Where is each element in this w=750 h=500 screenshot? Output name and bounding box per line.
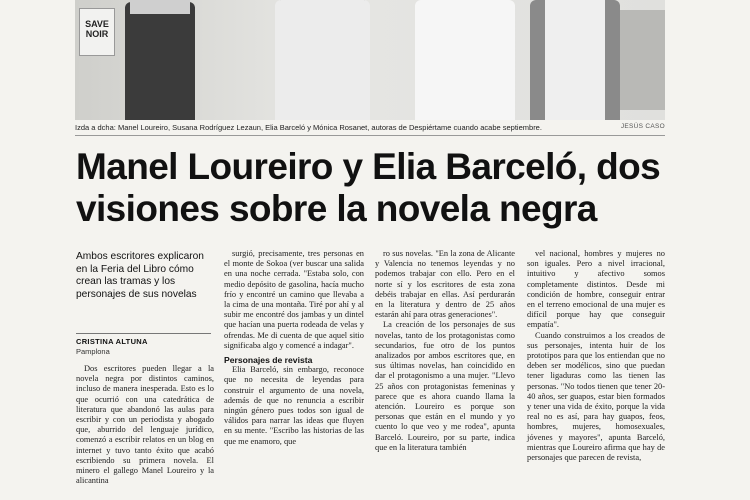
photo-credit: JESÚS CASO (620, 123, 665, 130)
caption-divider (75, 135, 665, 136)
headline: Manel Loureiro y Elia Barceló, dos visiones sobre la novela negra (76, 146, 661, 229)
paragraph: surgió, precisamente, tres personas en el monte de Sokoa (ver buscar una salida en una noche cerrada. "Estaba solo, con medio depósito de gasolina, hacía mucho frío y encontré un camino que llevaba a la cima de una montaña. Tiré por ahí y al subir me encontré dos jambas y un dintel que hacían una puerta rodeada de velas y ofrendas. Me di cuenta de que aquel sitio significaba algo y comencé a indagar". (224, 249, 364, 350)
person-figure-3 (415, 0, 515, 120)
person-figure-2 (275, 0, 370, 120)
photo-caption-text: Izda a dcha: Manel Loureiro, Susana Rodríguez Lezaun, Elia Barceló y Mónica Rosanet, autoras de Despiértame cuando acabe septiembre. (75, 123, 542, 132)
background-poster (620, 10, 665, 110)
subheadline: Ambos escritores explicaron en la Feria del Libro cómo crean las tramas y los personajes de sus novelas (76, 251, 204, 300)
photo-caption (75, 123, 665, 132)
person-figure-1 (125, 2, 195, 120)
photo-sign: SAVE NOIR (79, 8, 115, 56)
section-heading: Personajes de revista (224, 355, 313, 366)
paragraph: Dos escritores pueden llegar a la novela negra por distintos caminos, incluso de manera inesperada. Esto es lo que ocurrió con una catedrática de literatura que abandonó las aulas para escribir y con un periodista y abogado que, aburrido del lenguaje jurídico, comenzó a escribir relatos en un blog en internet y tuvo tanto éxito que acabó escribiendo su primera novela. El minero el gallego Manel Loureiro y la alicantina (76, 364, 214, 486)
person-figure-4-dress (545, 0, 605, 120)
article-column-4 (527, 249, 665, 463)
author-name: CRISTINA ALTUNA (76, 337, 148, 346)
paragraph: ro sus novelas. "En la zona de Alicante y Valencia no tenemos leyendas y no podemos trabajar con ello. Pero en el norte sí y los escritores de esta zona debéis trabajar en ellas. Así perdurarán en la literatura y dentro de 25 años estarán ahí para otras generaciones". (375, 249, 515, 320)
article-column-3 (375, 249, 515, 453)
article-column-2 (224, 249, 364, 447)
person-figure-1-shirt (130, 0, 190, 14)
dateline-place: Pamplona (76, 347, 110, 356)
paragraph: Cuando construimos a los creados de sus personajes, intenta huir de los prototipos para que los entiendan que no deben ser modélicos, sino que puedan tener ligaduras como las tienen las personas. "No todos tienen que tener 20-40 años, ser guapos, estar bien formados y tener una vida de éxito, porque la vida real no es así, para hay guapos, feos, hombres, mujeres, homosexuales, jóvenes y mayores", apunta Barceló, mientras que Loureiro afirma que hay de personajes que parecen de revista, (527, 330, 665, 463)
paragraph: Elia Barceló, sin embargo, reconoce que no necesita de leyendas para construir el argumento de una novela, además de que no renuncia a escribir ningún género pues todos son igual de válidos para narrar las ideas que fluyen en su mente. "Escribo las historias de las que me enamoro, que (224, 365, 364, 446)
article-column-1 (76, 364, 214, 486)
paragraph: La creación de los personajes de sus novelas, tanto de los protagonistas como secundarios, fue otro de los puntos analizados por ambos escritores que, en sus últimas novelas, han coincidido en dar el protagonismo a una mujer. "Llevo 25 años con protagonistas femeninas y parece que es ahora cuando llama la atención. Loureiro es porque son personas que están en el mundo y yo cuento lo que veo y me rodea", apunta Barceló. Loureiro, por su parte, indica que en la literatura también (375, 320, 515, 452)
byline-divider (76, 333, 211, 334)
paragraph: vel nacional, hombres y mujeres no son iguales. Pero a nivel irracional, intuitivo y afectivo somos completamente distintos. Desde mi condición de hombre, conseguir entrar en el terreno emocional de una mujer es difícil porque hay que conseguir empatía". (527, 249, 665, 330)
article-photo (75, 0, 665, 120)
